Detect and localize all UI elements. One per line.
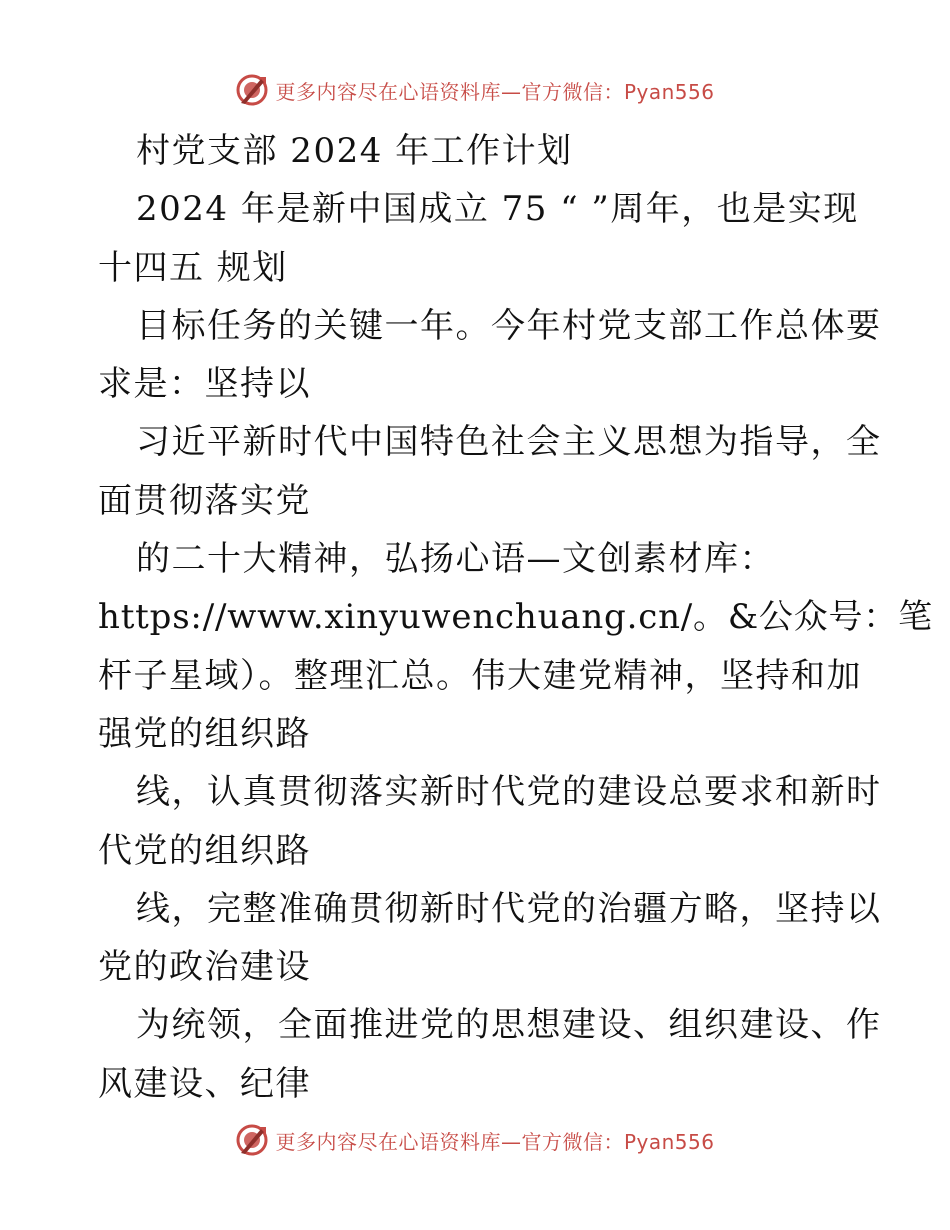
doc-line: 十四五 规划 [98, 247, 288, 288]
doc-line: 线，完整准确贯彻新时代党的治疆方略，坚持以 [136, 888, 882, 929]
doc-url-line: https://www.xinyuwenchuang.cn/。&公众号：笔 [98, 597, 933, 638]
doc-line: 风建设、纪律 [98, 1063, 311, 1104]
doc-line: 党的政治建设 [98, 947, 311, 988]
quill-logo-icon [235, 73, 269, 107]
doc-line: 目标任务的关键一年。今年村党支部工作总体要 [136, 305, 882, 346]
header-banner-text: 更多内容尽在心语资料库—官方微信：Pyan556 [275, 79, 715, 104]
footer-banner-inner [235, 1123, 714, 1157]
doc-line: 为统领，全面推进党的思想建设、组织建设、作 [136, 1005, 882, 1046]
doc-line: 杆子星域）。整理汇总。伟大建党精神，坚持和加 [98, 655, 862, 696]
doc-line: 线，认真贯彻落实新时代党的建设总要求和新时 [136, 772, 882, 813]
doc-line: 面贯彻落实党 [98, 480, 311, 521]
doc-line: 习近平新时代中国特色社会主义思想为指导，全 [136, 422, 882, 463]
document-body [98, 122, 933, 1113]
doc-line: 强党的组织路 [98, 713, 311, 754]
doc-line: 代党的组织路 [98, 830, 311, 871]
doc-title-line: 村党支部 2024 年工作计划 [136, 131, 573, 171]
footer-watermark-banner [0, 1120, 950, 1160]
quill-logo-icon [235, 1123, 269, 1157]
header-banner-inner [235, 73, 714, 107]
footer-banner-text: 更多内容尽在心语资料库—官方微信：Pyan556 [275, 1129, 715, 1154]
doc-line: 的二十大精神，弘扬心语—文创素材库： [136, 539, 775, 580]
doc-line: 求是：坚持以 [98, 364, 311, 405]
doc-line: 2024 年是新中国成立 75 “ ”周年，也是实现 [136, 189, 859, 230]
header-watermark-banner [0, 70, 950, 110]
